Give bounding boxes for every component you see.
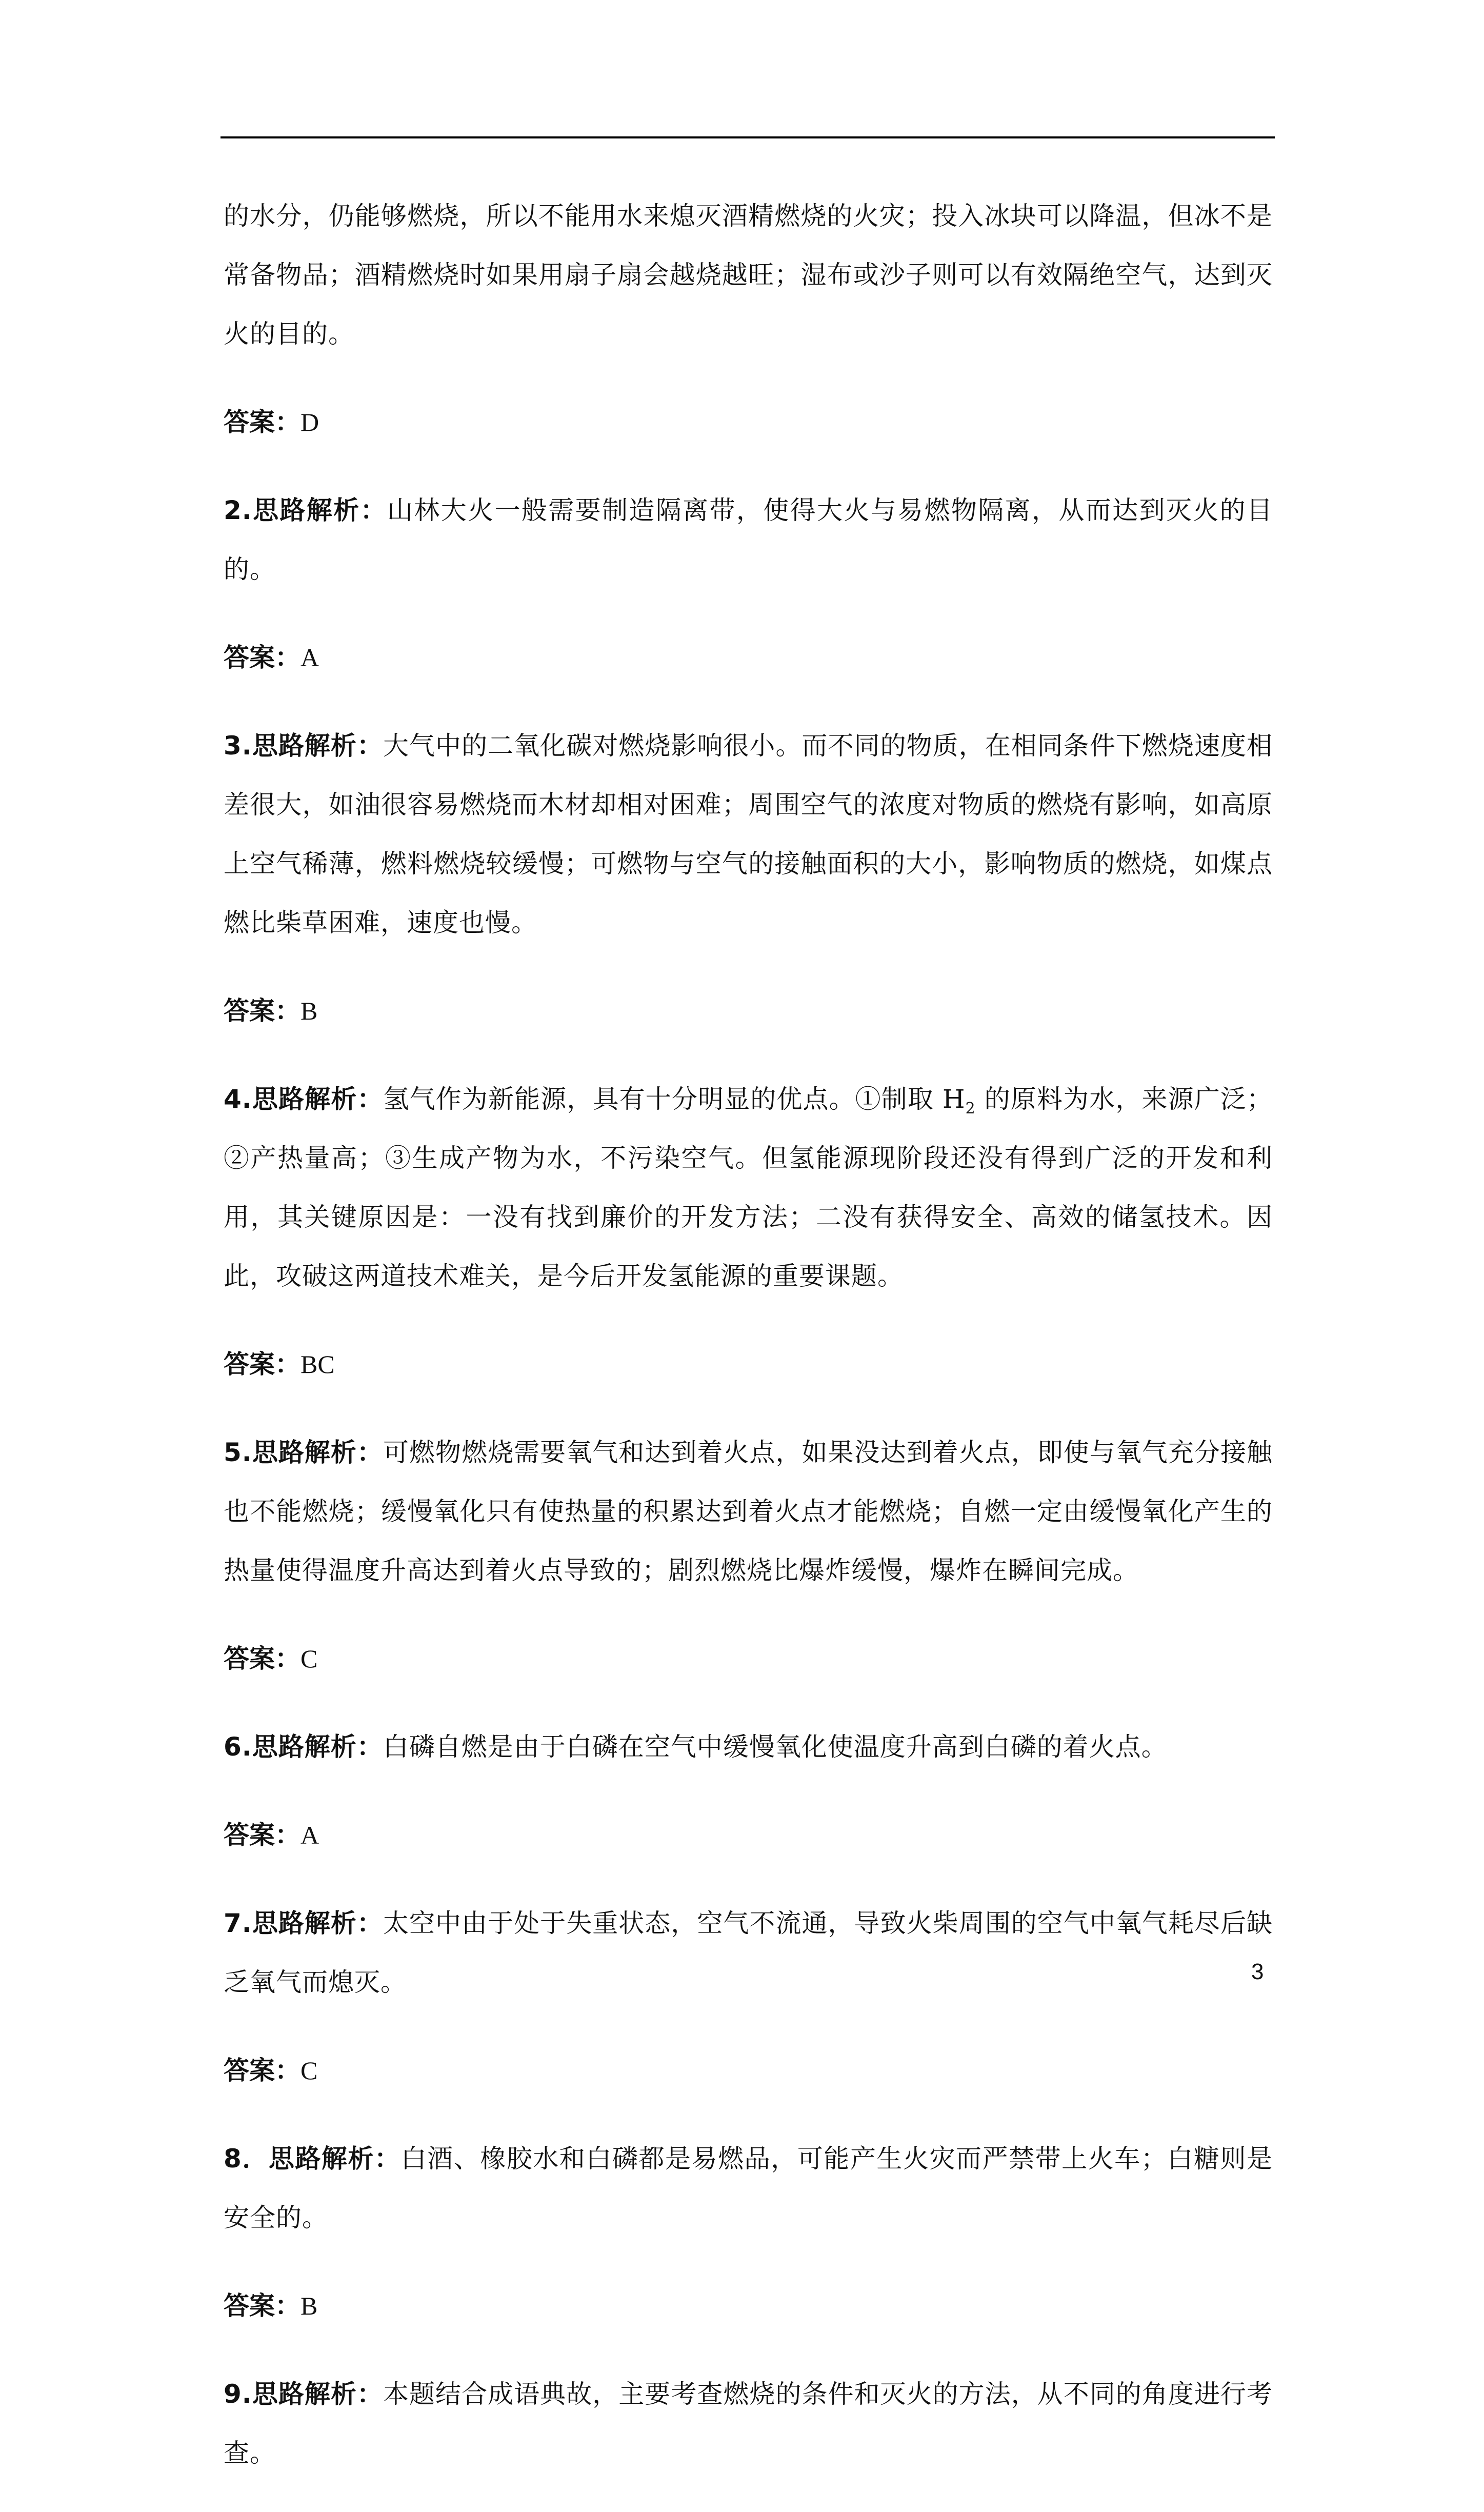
item-4-text-a: 氢气作为新能源，具有十分明显的优点。①制取 H [383,1084,966,1114]
item-7-answer [224,2041,1273,2100]
item-9-text: 本题结合成语典故，主要考查燃烧的条件和灭火的方法，从不同的角度进行考查。 [224,2379,1273,2468]
item-6-text: 白磷自燃是由于白磷在空气中缓慢氧化使温度升高到白磷的着火点。 [383,1732,1168,1762]
answer-value: C [300,2056,318,2085]
intro-paragraph [224,187,1273,364]
item-3-text: 大气中的二氧化碳对燃烧影响很小。而不同的物质，在相同条件下燃烧速度相差很大，如油很容易燃烧而木材却相对困难；周围空气的浓度对物质的燃烧有影响，如高原上空气稀薄，燃料燃烧较缓慢；可燃物与空气的接触面积的大小，影响物质的燃烧，如煤点燃比柴草困难，速度也慢。 [224,731,1273,938]
answer-value: D [300,408,319,436]
item-4-text-b: 的原料为水，来源广泛；②产热量高；③生成产物为水，不污染空气。但氢能源现阶段还没有得到广泛的开发和利用，其关键原因是：一没有找到廉价的开发方法；二没有获得安全、高效的储氢技术。因此，攻破这两道技术难关，是今后开发氢能源的重要课题。 [224,1084,1273,1291]
item-6-label: 6.思路解析： [224,1732,383,1762]
item-2-label: 2.思路解析： [224,495,388,525]
item-6-paragraph [224,1718,1273,1777]
item-8-label: 8．思路解析： [224,2144,401,2174]
item-9-label: 9.思路解析： [224,2379,383,2409]
item-3-paragraph [224,716,1273,952]
answer-value: C [300,1644,318,1673]
item-5-paragraph [224,1423,1273,1600]
item-3-answer [224,982,1273,1041]
answer-value: A [300,1821,319,1849]
item-4-answer [224,1335,1273,1394]
item-3-label: 3.思路解析： [224,731,383,761]
item-8-text: 白酒、橡胶水和白磷都是易燃品，可能产生火灾而严禁带上火车；白糖则是安全的。 [224,2144,1273,2232]
answer-label: 答案： [224,1644,300,1673]
answer-label: 答案： [224,2291,300,2321]
item-4-label: 4.思路解析： [224,1084,384,1114]
answer-value: B [300,996,318,1025]
item-7-label: 7.思路解析： [224,1908,383,1938]
item-8-answer [224,2277,1273,2336]
answer-label: 答案： [224,1820,300,1850]
item-5-answer [224,1629,1273,1688]
header-rule [220,136,1275,138]
answer-label: 答案： [224,2056,300,2085]
answer-label: 答案： [224,407,300,437]
item-7-paragraph [224,1894,1273,2012]
intro-text: 的水分，仍能够燃烧，所以不能用水来熄灭酒精燃烧的火灾；投入冰块可以降温，但冰不是常备物品；酒精燃烧时如果用扇子扇会越烧越旺；湿布或沙子则可以有效隔绝空气，达到灭火的目的。 [224,201,1273,349]
item-7-text: 太空中由于处于失重状态，空气不流通，导致火柴周围的空气中氧气耗尽后缺乏氧气而熄灭。 [224,1908,1273,1997]
answer-label: 答案： [224,996,300,1026]
document-body [224,187,1273,2512]
page-number: 3 [1251,1959,1264,1984]
answer-value: B [300,2291,318,2320]
answer-label: 答案： [224,643,300,672]
item-2-answer [224,628,1273,687]
answer-label: 答案： [224,1349,300,1379]
item-8-paragraph [224,2129,1273,2247]
item-2-paragraph [224,481,1273,599]
item-5-text: 可燃物燃烧需要氧气和达到着火点，如果没达到着火点，即使与氧气充分接触也不能燃烧；缓慢氧化只有使热量的积累达到着火点才能燃烧；自燃一定由缓慢氧化产生的热量使得温度升高达到着火点导致的；剧烈燃烧比爆炸缓慢，爆炸在瞬间完成。 [224,1438,1273,1585]
item-4-paragraph [224,1070,1273,1306]
answer-value: A [300,643,319,672]
item-2-text: 山林大火一般需要制造隔离带，使得大火与易燃物隔离，从而达到灭火的目的。 [224,495,1273,584]
item-6-answer [224,1806,1273,1865]
subscript-2: 2 [965,1100,976,1118]
item-9-paragraph [224,2365,1273,2483]
intro-answer [224,393,1273,452]
item-5-label: 5.思路解析： [224,1438,383,1467]
answer-value: BC [300,1350,335,1379]
